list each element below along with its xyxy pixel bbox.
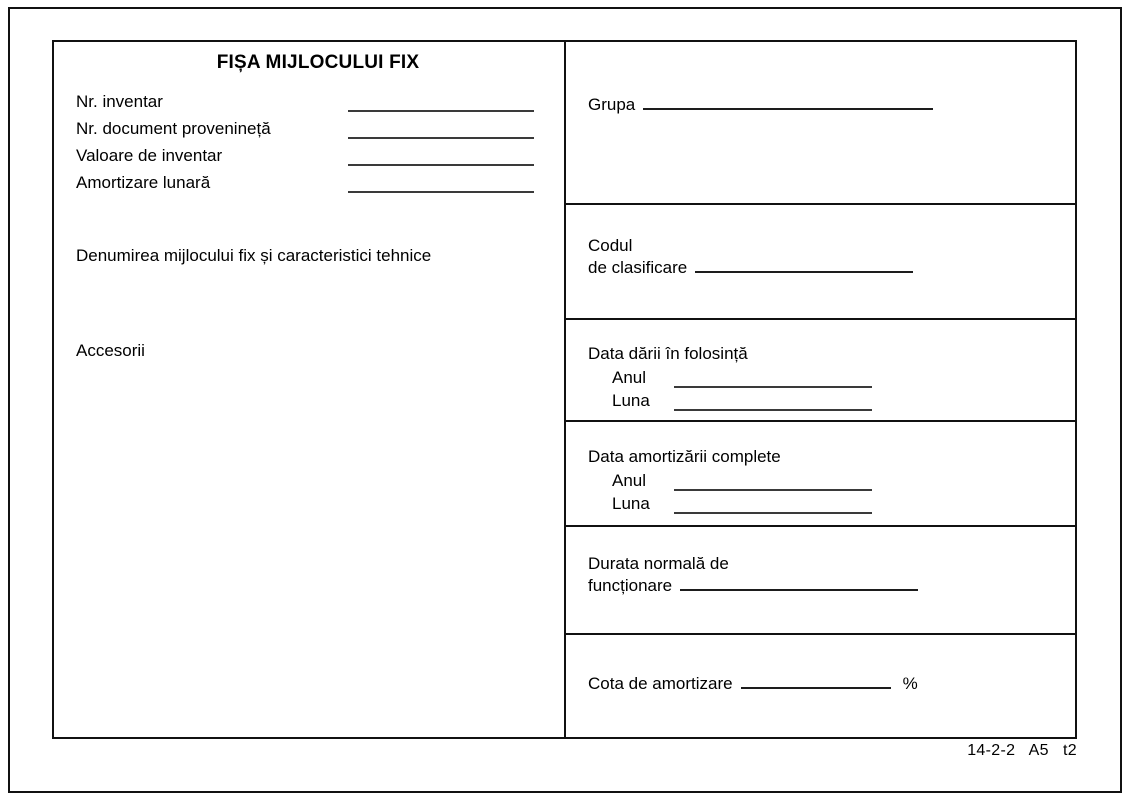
left-label-list — [54, 88, 564, 193]
label-accesorii: Accesorii — [76, 341, 145, 360]
label-denumire-mijloc-fix: Denumirea mijlocului fix și caracteristici tehnice — [76, 246, 432, 265]
field-cota-de-amortizare — [588, 635, 918, 695]
label-folosinta-luna: Luna — [612, 391, 650, 410]
label-functionare: funcționare — [588, 576, 673, 595]
label-amortizare-anul: Anul — [612, 471, 647, 490]
field-durata-functionare — [588, 575, 918, 597]
input-line-valoare-de-inventar[interactable] — [348, 148, 534, 166]
fixed-asset-form-table — [52, 40, 1077, 739]
input-line-cota-de-amortizare[interactable] — [741, 675, 891, 689]
field-row-folosinta-anul — [612, 365, 1075, 388]
section-data-darii-in-folosinta — [566, 320, 1075, 422]
label-grupa: Grupa — [588, 95, 636, 114]
label-percent-unit: % — [902, 674, 918, 693]
input-line-folosinta-anul[interactable] — [674, 371, 872, 388]
input-line-amortizare-lunara[interactable] — [348, 175, 534, 193]
label-cota-de-amortizare: Cota de amortizare — [588, 674, 733, 693]
label-codul: Codul — [588, 236, 633, 255]
input-line-nr-document-provenienta[interactable] — [348, 121, 534, 139]
section-cod-clasificare — [566, 205, 1075, 320]
input-line-amortizare-luna[interactable] — [674, 497, 872, 514]
section-grupa — [566, 42, 1075, 205]
input-line-folosinta-luna[interactable] — [674, 394, 872, 411]
input-line-grupa[interactable] — [643, 96, 933, 110]
input-line-durata-functionare[interactable] — [680, 577, 918, 591]
field-cod-clasificare — [588, 257, 913, 279]
label-nr-inventar: Nr. inventar — [76, 92, 163, 111]
section-data-amortizarii-complete — [566, 422, 1075, 527]
input-line-amortizare-anul[interactable] — [674, 474, 872, 491]
form-left-column — [54, 42, 566, 737]
label-data-darii-in-folosinta: Data dării în folosință — [588, 344, 748, 363]
field-row-amortizare-luna — [612, 491, 1075, 514]
page-title: FIȘA MIJLOCULUI FIX — [216, 52, 420, 73]
input-line-cod-clasificare[interactable] — [695, 259, 913, 273]
label-durata-normala-de: Durata normală de — [588, 554, 729, 573]
label-de-clasificare: de clasificare — [588, 258, 688, 277]
input-line-nr-inventar[interactable] — [348, 94, 534, 112]
label-amortizare-luna: Luna — [612, 494, 650, 513]
label-folosinta-anul: Anul — [612, 368, 647, 387]
section-durata-normala-functionare — [566, 527, 1075, 635]
label-data-amortizarii-complete: Data amortizării complete — [588, 447, 781, 466]
section-cota-de-amortizare — [566, 635, 1075, 737]
field-row-nr-document — [76, 115, 564, 139]
field-row-valoare-inventar — [76, 142, 564, 166]
field-row-amortizare-anul — [612, 468, 1075, 491]
label-nr-document-provenienta: Nr. document provenineță — [76, 119, 271, 138]
field-grupa — [588, 42, 933, 116]
form-right-column — [566, 42, 1075, 737]
field-row-nr-inventar — [76, 88, 564, 112]
field-row-amortizare-lunara — [76, 169, 564, 193]
field-row-folosinta-luna — [612, 388, 1075, 411]
form-code-footer: 14-2-2 A5 t2 — [967, 742, 1077, 759]
label-valoare-de-inventar: Valoare de inventar — [76, 146, 223, 165]
label-amortizare-lunara: Amortizare lunară — [76, 173, 211, 192]
